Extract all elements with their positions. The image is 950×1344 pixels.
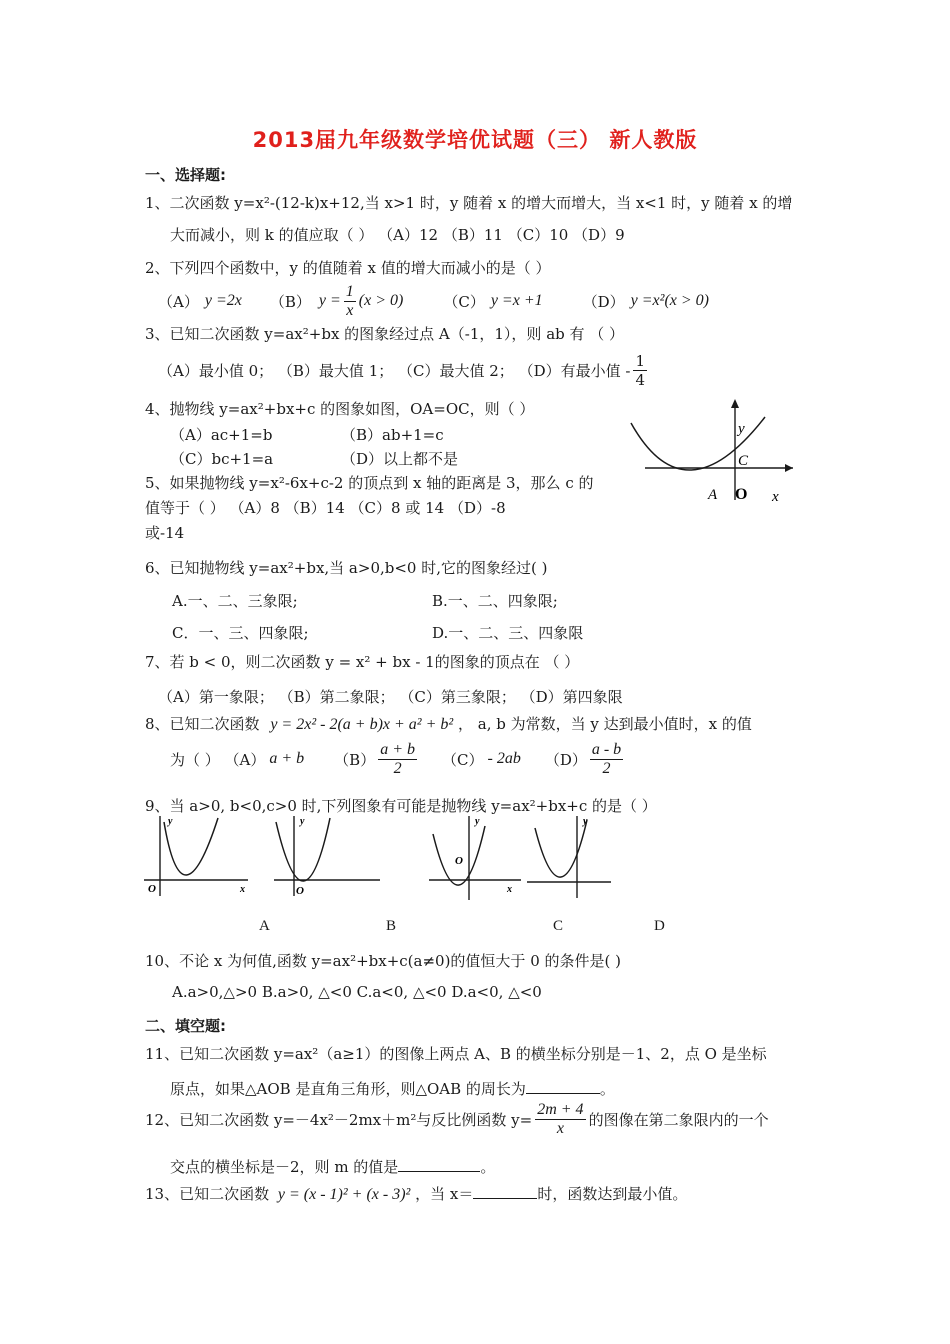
question-9-label-c: C (553, 918, 564, 934)
question-11-line-1: 11、已知二次函数 y=ax²（a≥1）的图像上两点 A、B 的横坐标分别是－1、2，点 O 是坐标 (145, 1045, 767, 1063)
question-2-options (158, 282, 709, 320)
question-1-line-1: 1、二次函数 y=x²-(12-k)x+12,当 x>1 时，y 随着 x 的增大而增大，当 x<1 时，y 随着 x 的增 (145, 194, 793, 212)
svg-text:x: x (507, 884, 512, 895)
question-2-stem: 2、下列四个函数中，y 的值随着 x 值的增大而减小的是（ ） (145, 259, 551, 277)
fig-label-o: O (735, 486, 748, 503)
y-axis-arrow-icon (731, 399, 739, 408)
section-heading-fill: 二、填空题: (145, 1017, 226, 1035)
answer-blank[interactable] (398, 1155, 480, 1172)
svg-text:y: y (475, 816, 480, 827)
question-9-graph-c (425, 812, 525, 904)
question-8-option-c: - 2ab (487, 750, 521, 767)
option-c-label: （C） (443, 292, 485, 311)
question-10-stem: 10、不论 x 为何值,函数 y=ax²+bx+c(a≠0)的值恒大于 0 的条件是( ) (145, 952, 621, 970)
question-4-option-b: （B）ab+1=c (341, 426, 444, 444)
question-8-answer-prompt: 为（ ） （A） (170, 750, 266, 769)
question-8-option-b-fraction: $\frac{a + b}{2}$ (380, 740, 415, 777)
question-4-option-a: （A）ac+1=b (170, 426, 273, 444)
question-1-line-2: 大而减小，则 k 的值应取（ ） （A）12 （B）11 （C）10 （D）9 (170, 226, 625, 244)
option-d-label: （D） (582, 292, 625, 311)
option-b-fraction: $\frac{1}{x}$ (345, 282, 354, 319)
svg-text:y: y (583, 816, 588, 827)
question-8-line-2 (170, 737, 626, 781)
svg-text:O: O (296, 885, 304, 897)
svg-text:O: O (455, 855, 463, 867)
question-12-line-2: 交点的横坐标是－2，则 m 的值是 。 (170, 1155, 495, 1177)
x-axis-arrow-icon (785, 464, 793, 472)
question-7-stem: 7、若 b < 0，则二次函数 y = x² + bx - 1的图象的顶点在 （ ） (145, 653, 580, 671)
fig-label-c: C (738, 453, 749, 469)
question-9-graph-a (140, 812, 252, 900)
question-9-label-d: D (654, 918, 665, 934)
question-5-line-1: 5、如果抛物线 y=x²-6x+c-2 的顶点到 x 轴的距离是 3，那么 c 的 (145, 474, 594, 492)
question-9-stem: 9、当 a>0, b<0,c>0 时,下列图象有可能是抛物线 y=ax²+bx+c 的是（ ） (145, 797, 657, 815)
option-c-expr: y =x +1 (490, 292, 543, 309)
page-title: 2013届九年级数学培优试题（三） 新人教版 (252, 128, 698, 152)
question-4-option-d: （D）以上都不是 (341, 450, 459, 468)
answer-blank[interactable] (473, 1182, 537, 1199)
question-6-option-a: A.一、二、三象限; (172, 592, 298, 610)
fig-label-y: y (738, 421, 745, 437)
option-b-condition: (x > 0) (358, 292, 404, 309)
question-8-tail: ， a, b 为常数，当 y 达到最小值时，x 的值 (457, 715, 752, 733)
question-12-line-1: 12、已知二次函数 y=－4x²－2mx＋m²与反比例函数 y= $\frac{2m + 4}{x}$ 的图像在第二象限内的一个 (145, 1100, 769, 1137)
question-8-option-d-fraction: $\frac{a - b}{2}$ (591, 740, 622, 777)
answer-blank[interactable] (526, 1077, 600, 1094)
parabola-curve (535, 820, 587, 877)
fig-label-x: x (772, 489, 779, 505)
question-8-function: y = 2x² - 2(a + b)x + a² + b² (270, 716, 454, 733)
svg-text:x: x (240, 884, 245, 895)
section-heading-choice: 一、选择题: (145, 166, 226, 184)
question-8-line-1 (145, 713, 752, 734)
question-4-stem: 4、抛物线 y=ax²+bx+c 的图象如图，OA=OC，则（ ） (145, 400, 535, 418)
question-6-option-b: B.一、二、四象限; (432, 592, 558, 610)
question-9-label-a: A (259, 918, 270, 934)
option-a-label: （A） (158, 292, 199, 311)
question-3-options (158, 350, 650, 390)
parabola-curve (276, 818, 330, 881)
question-7-options: （A）第一象限； （B）第二象限； （C）第三象限； （D）第四象限 (158, 688, 623, 706)
question-9-graph-d (525, 812, 615, 900)
question-9-graph-b (270, 812, 382, 900)
option-a-expr: y =2x (204, 292, 242, 309)
question-8-option-d-label: （D） (544, 750, 587, 769)
question-5-line-3: 或-14 (145, 524, 185, 542)
svg-text:O: O (148, 883, 156, 895)
question-13-function: y = (x - 1)² + (x - 3)² (277, 1186, 411, 1203)
question-10-options: A.a>0,△>0 B.a>0, △<0 C.a<0, △<0 D.a<0, △<0 (172, 983, 542, 1001)
option-d-expr: y =x²(x > 0) (630, 292, 710, 309)
svg-text:y: y (300, 816, 305, 827)
question-13-line: 13、已知二次函数 y = (x - 1)² + (x - 3)² ，当 x＝ 时，函数达到最小值。 (145, 1182, 687, 1204)
question-11-line-2: 原点，如果△AOB 是直角三角形，则△OAB 的周长为 。 (170, 1077, 615, 1099)
question-5-line-2: 值等于（ ） （A）8 （B）14 （C）8 或 14 （D）-8 (145, 499, 506, 517)
question-6-option-d: D.一、二、三、四象限 (432, 624, 584, 642)
question-8-option-a: a + b (269, 750, 305, 767)
question-12-fraction: $\frac{2m + 4}{x}$ (537, 1100, 584, 1137)
question-3-fraction: $\frac{1}{4}$ (635, 351, 645, 389)
question-3-option-text: （A）最小值 0； （B）最大值 1； （C）最大值 2； （D）有最小值 - (158, 361, 631, 380)
svg-text:y: y (168, 816, 173, 827)
question-8-option-b-label: （B） (334, 750, 376, 769)
question-8-option-c-label: （C） (442, 750, 484, 769)
question-6-stem: 6、已知抛物线 y=ax²+bx,当 a>0,b<0 时,它的图象经过( ) (145, 559, 548, 577)
option-b-lhs: y = (318, 292, 341, 309)
question-6-option-c: C．一、三、四象限; (172, 624, 309, 642)
question-9-label-b: B (386, 918, 397, 934)
question-8-intro: 8、已知二次函数 (145, 715, 260, 733)
question-4-option-c: （C）bc+1=a (170, 450, 274, 468)
fig-label-a: A (708, 487, 718, 503)
option-b-label: （B） (269, 292, 311, 311)
question-3-stem: 3、已知二次函数 y=ax²+bx 的图象经过点 A（-1，1），则 ab 有 （ ） (145, 325, 625, 343)
question-4-parabola-figure (625, 395, 800, 505)
